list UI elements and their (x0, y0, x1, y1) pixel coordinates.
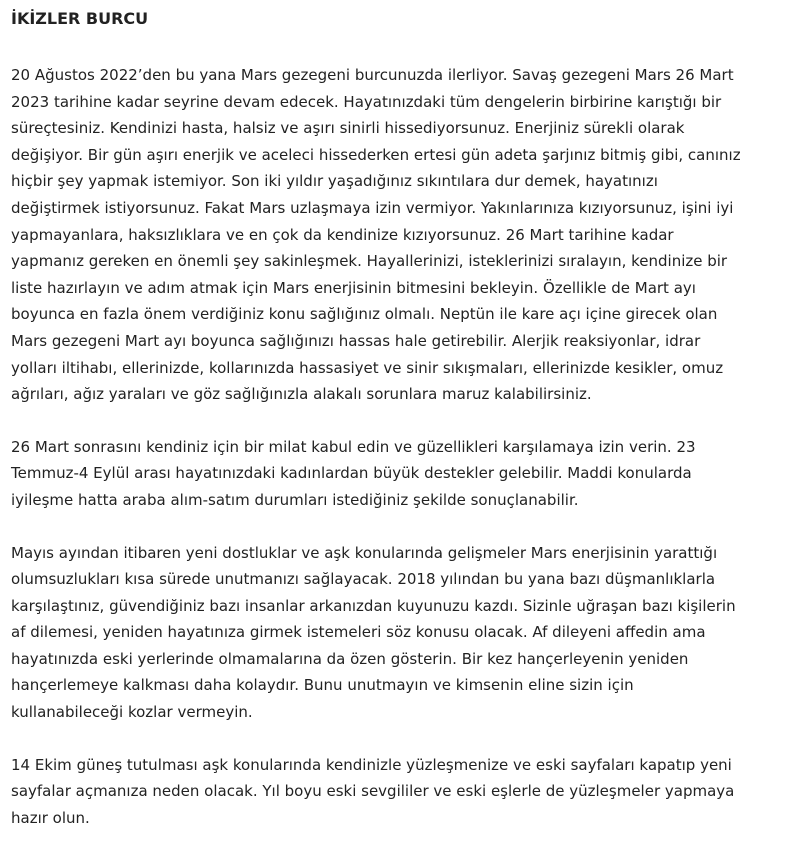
paragraph-line: süreçtesiniz. Kendinizi hasta, halsiz ve aşırı sinirli hissediyorsunuz. Enerjiniz sürekli olarak (11, 119, 685, 138)
paragraph-line: Temmuz-4 Eylül arası hayatınızdaki kadınlardan büyük destekler gelebilir. Maddi konularda (11, 464, 692, 483)
paragraph-line: değişiyor. Bir gün aşırı enerjik ve aceleci hissederken ertesi gün adeta şarjınız bitmiş gibi, canınız (11, 145, 741, 164)
paragraph-line: olumsuzlukları kısa sürede unutmanızı sağlayacak. 2018 yılından bu yana bazı düşmanlıklarla (11, 570, 716, 589)
paragraph-line: boyunca en fazla önem verdiğiniz konu sağlığınız olmalı. Neptün ile kare açı içine girecek olan (11, 305, 718, 324)
paragraph (11, 540, 791, 726)
paragraph-line: yapmayanlara, haksızlıklara ve en çok da kendinize kızıyorsunuz. 26 Mart tarihine kadar (11, 225, 674, 244)
paragraph-line: 20 Ağustos 2022’den bu yana Mars gezegeni burcunuzda ilerliyor. Savaş gezegeni Mars 26 Mart (11, 66, 734, 84)
paragraph-line: hazır olun. (11, 808, 90, 827)
paragraph (11, 62, 791, 408)
paragraph-line: Mayıs ayından itibaren yeni dostluklar ve aşk konularında gelişmeler Mars enerjisinin yarattığı (11, 543, 718, 562)
paragraph-line: yolları iltihabı, ellerinizde, kollarınızda hassasiyet ve sinir sıkışmaları, ellerinizde kesikler, omuz (11, 358, 724, 377)
paragraph-line: değiştirmek istiyorsunuz. Fakat Mars uzlaşmaya izin vermiyor. Yakınlarınıza kızıyorsunuz, işini iyi (11, 198, 734, 217)
paragraph-line: kullanabileceği kozlar vermeyin. (11, 703, 253, 722)
paragraph (11, 752, 791, 832)
page-title: İKİZLER BURCU (11, 9, 149, 28)
paragraph-line: 26 Mart sonrasını kendiniz için bir milat kabul edin ve güzellikleri karşılamaya izin verin. 23 (11, 437, 696, 456)
paragraph-line: af dilemesi, yeniden hayatınıza girmek istemeleri söz konusu olacak. Af dileyeni affedin ama (11, 623, 706, 642)
paragraph-line: 14 Ekim güneş tutulması aşk konularında kendinizle yüzleşmenize ve eski sayfaları kapatıp yeni (11, 755, 732, 774)
paragraph-line: hançerlemeye kalkması daha kolaydır. Bunu unutmayın ve kimsenin eline sizin için (11, 676, 634, 695)
paragraph-line: sayfalar açmanıza neden olacak. Yıl boyu eski sevgililer ve eski eşlerle de yüzleşmeler yapmaya (11, 782, 735, 801)
paragraph-line: hayatınızda eski yerlerinde olmamalarına da özen gösterin. Bir kez hançerleyenin yeniden (11, 649, 689, 668)
paragraph-line: liste hazırlayın ve adım atmak için Mars enerjisinin bitmesini bekleyin. Özellikle de Mart ayı (11, 278, 696, 297)
paragraph-line: 2023 tarihine kadar seyrine devam edecek. Hayatınızdaki tüm dengelerin birbirine karıştığı bir (11, 92, 722, 111)
paragraph-line: karşılaştınız, güvendiğiniz bazı insanlar arkanızdan kuyunuzu kazdı. Sizinle uğraşan bazı kişilerin (11, 596, 736, 615)
paragraph (11, 434, 791, 514)
paragraph-line: Mars gezegeni Mart ayı boyunca sağlığınızı hassas hale getirebilir. Alerjik reaksiyonlar, idrar (11, 331, 701, 350)
paragraph-line: yapmanız gereken en önemli şey sakinleşmek. Hayallerinizi, isteklerinizi sıralayın, kendinize bir (11, 252, 728, 271)
paragraph-line: iyileşme hatta araba alım-satım durumları istediğiniz şekilde sonuçlanabilir. (11, 490, 579, 509)
paragraph-line: hiçbir şey yapmak istemiyor. Son iki yıldır yaşadığınız sıkıntılara dur demek, hayatınızı (11, 172, 658, 191)
article-body (11, 62, 791, 831)
paragraph-line: ağrıları, ağız yaraları ve göz sağlığınızla alakalı sorunlara maruz kalabilirsiniz. (11, 385, 592, 404)
